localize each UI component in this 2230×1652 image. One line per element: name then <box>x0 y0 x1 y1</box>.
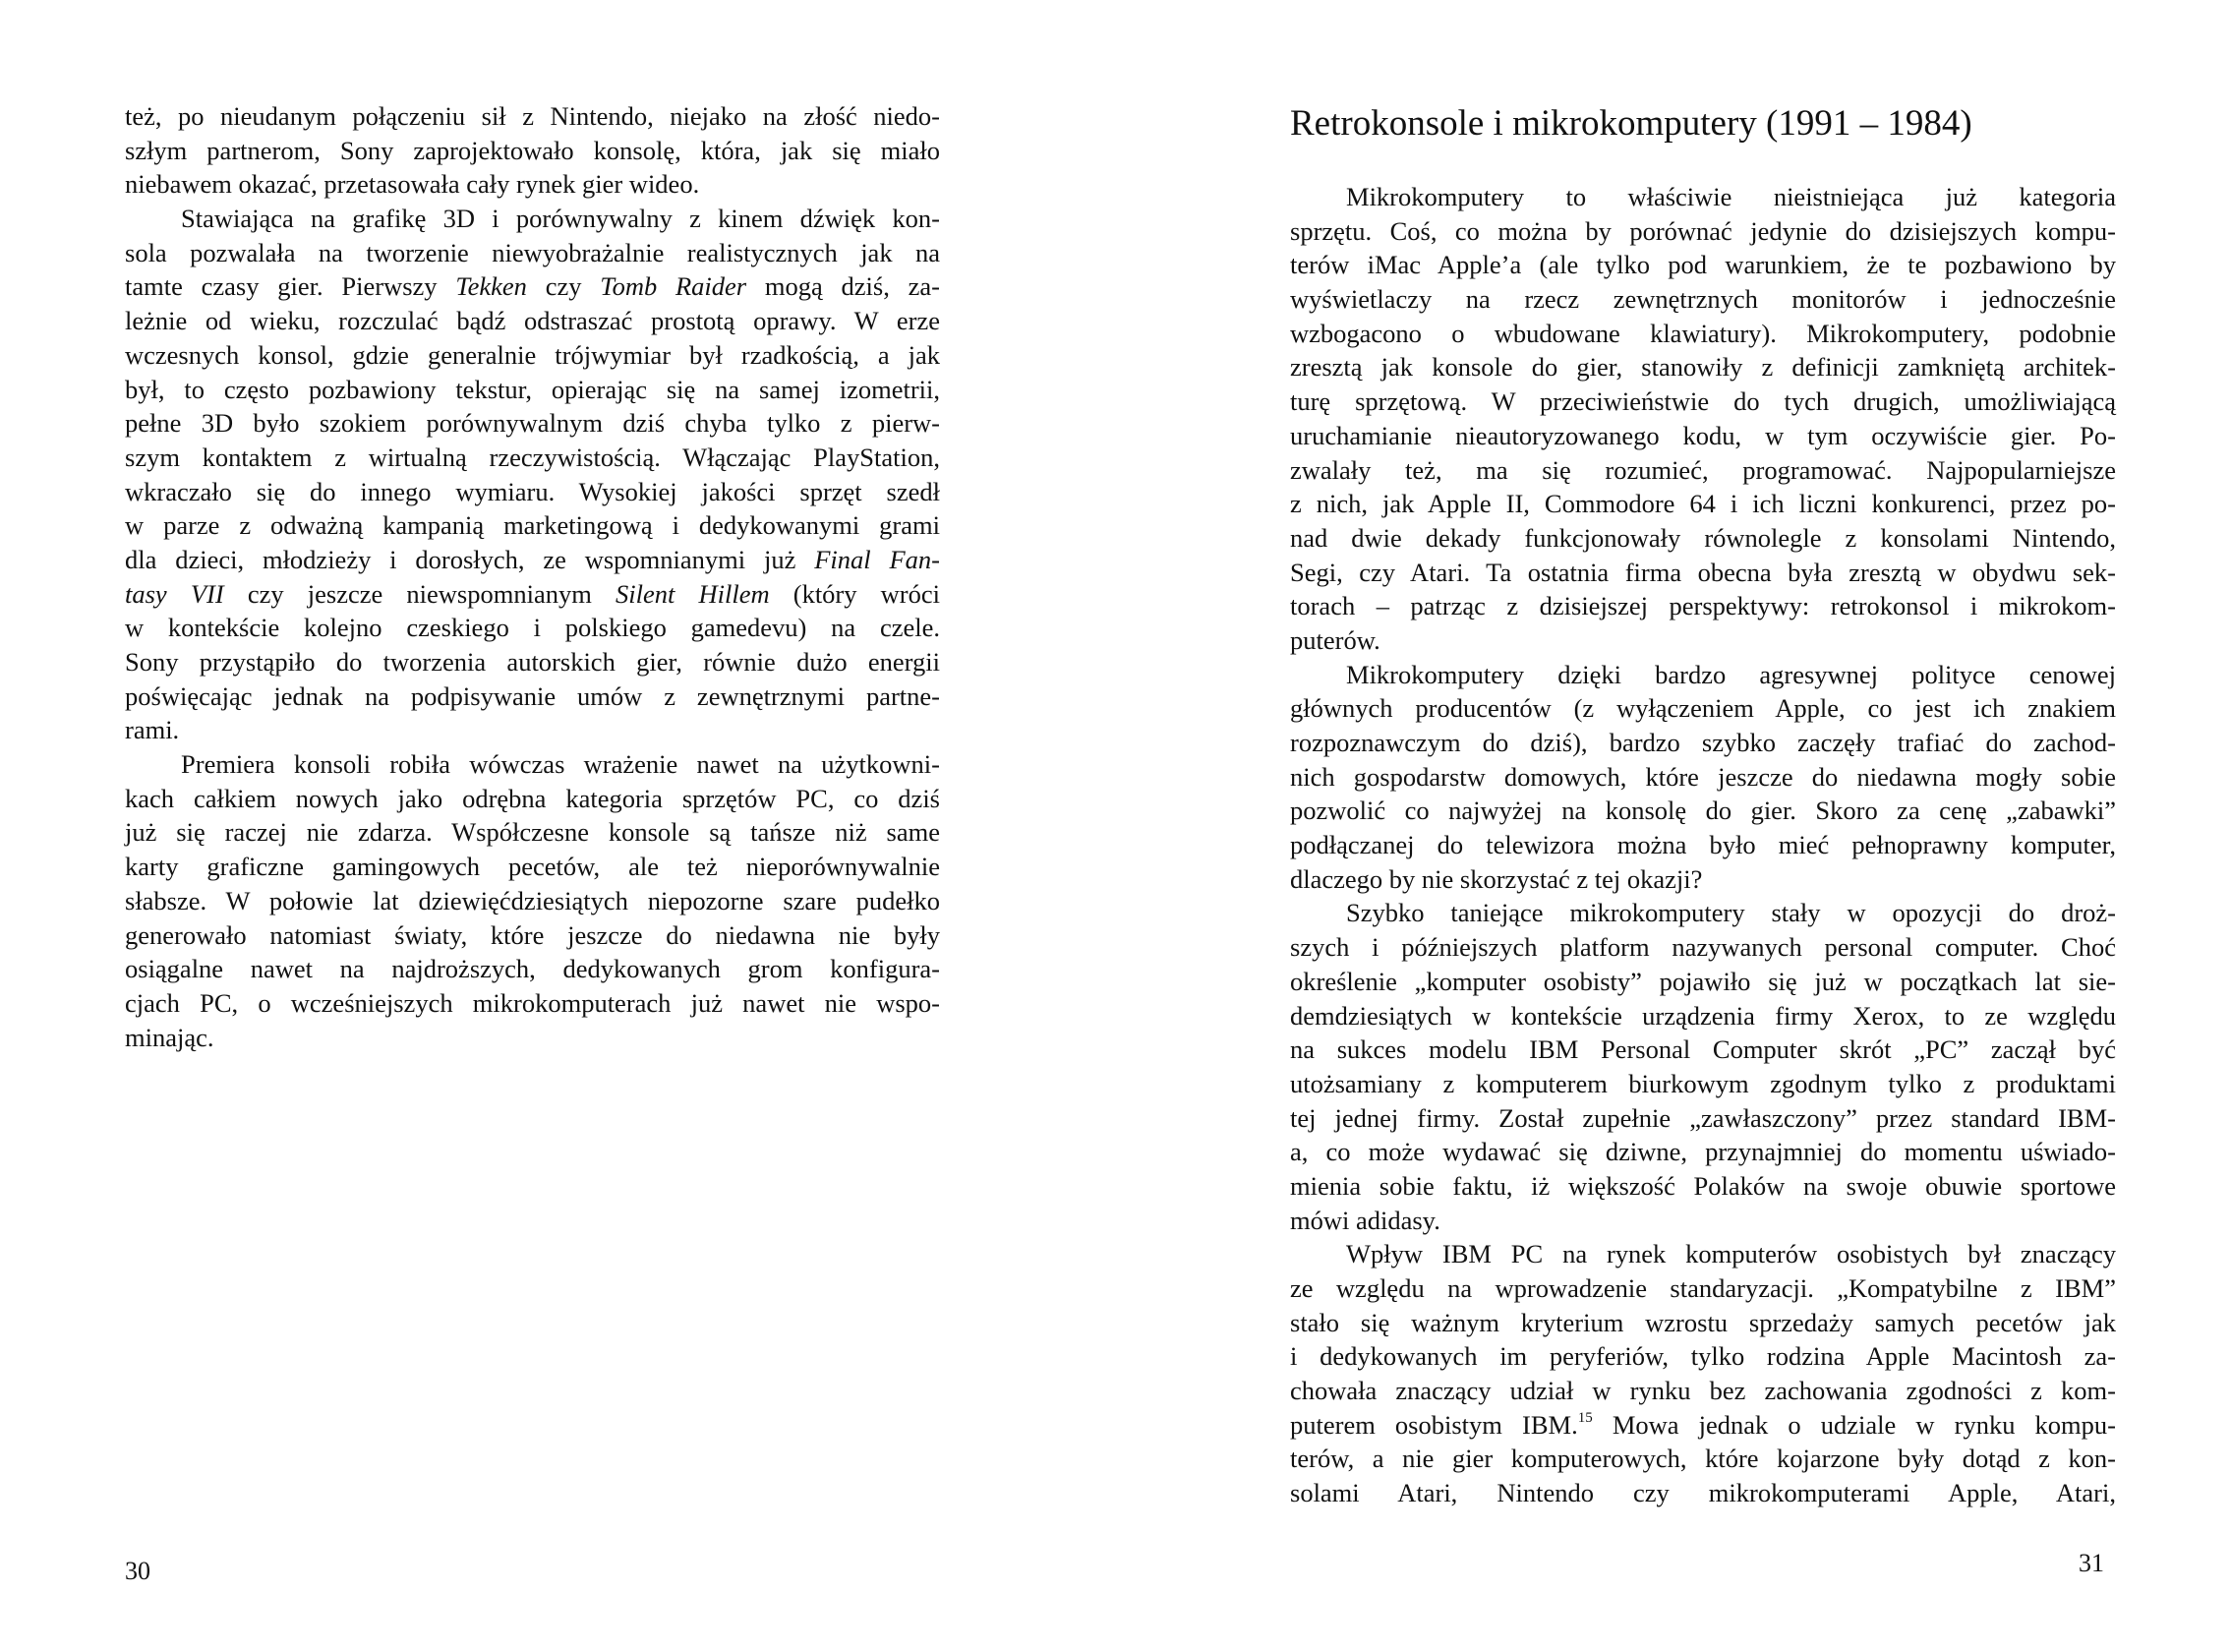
text-line <box>1290 1237 2116 1271</box>
text-line <box>125 373 940 407</box>
text-line <box>1290 1339 2116 1374</box>
text-span: z nich, jak Apple II, Commodore 64 i ich liczni konkurenci, przez po- <box>1290 489 2116 519</box>
text-line <box>1290 999 2116 1033</box>
text-span: szłym partnerom, Sony zaprojektowało konsolę, która, jak się miało <box>125 135 940 165</box>
text-span: słabsze. W połowie lat dziewięćdziesiątych niepozorne szare pudełko <box>125 885 940 915</box>
text-line <box>1290 487 2116 521</box>
text-line <box>125 441 940 475</box>
text-line <box>125 645 940 679</box>
text-line <box>1290 384 2116 419</box>
text-span: leżnie od wieku, rozczulać bądź odstraszać prostotą oprawy. W erze <box>125 306 940 336</box>
text-span: Stawiająca na grafikę 3D i porównywalny z kinem dźwięk kon- <box>181 204 940 234</box>
text-span: wzbogacono o wbudowane klawiatury). Mikrokomputery, podobnie <box>1290 318 2116 348</box>
text-line <box>1290 453 2116 488</box>
footnote-reference: 15 <box>1577 1409 1593 1426</box>
text-line <box>125 338 940 373</box>
text-span: terów iMac Apple’a (ale tylko pod warunkiem, że te pozbawiono by <box>1290 250 2116 280</box>
text-line <box>125 543 940 577</box>
text-span: nich gospodarstw domowych, które jeszcze do niedawna mogły sobie <box>1290 761 2116 792</box>
text-span: Mowa jednak o udziale w rynku kompu- <box>1592 1409 2116 1440</box>
text-line <box>1290 248 2116 282</box>
text-span: zresztą jak konsole do gier, stanowiły z definicji zamkniętą architek- <box>1290 352 2116 383</box>
text-span: chowała znaczący udział w rynku bez zachowania zgodności z kom- <box>1290 1376 2116 1406</box>
text-line <box>125 884 940 918</box>
text-line <box>1290 350 2116 384</box>
text-span: cjach PC, o wcześniejszych mikrokomputerach już nawet nie wspo- <box>125 987 940 1018</box>
text-line <box>1290 556 2116 590</box>
text-span: na sukces modelu IBM Personal Computer skrót „PC” zaczął być <box>1290 1034 2116 1065</box>
text-span: wyświetlaczy na rzecz zewnętrznych monitorów i jednocześnie <box>1290 284 2116 315</box>
text-line <box>125 508 940 543</box>
text-line <box>1290 1442 2116 1476</box>
text-span: Sony przystąpiło do tworzenia autorskich gier, równie dużo energii <box>125 647 940 677</box>
text-span: uruchamianie nieautoryzowanego kodu, w tym oczywiście gier. Po- <box>1290 420 2116 450</box>
text-span: osiągalne nawet na najdroższych, dedykowanych grom konfigura- <box>125 954 940 984</box>
left-page-body <box>125 99 940 1054</box>
text-span: czy <box>526 271 601 302</box>
text-line <box>125 406 940 441</box>
text-span: pełne 3D było szokiem porównywalnym dziś chyba tylko z pierw- <box>125 408 940 439</box>
text-line <box>1290 1306 2116 1340</box>
italic-title: tasy VII <box>125 578 224 609</box>
text-line <box>1290 589 2116 623</box>
text-line <box>1290 862 2116 897</box>
text-line <box>1290 1067 2116 1101</box>
text-line <box>125 679 940 714</box>
text-span: czy jeszcze niewspomnianym <box>223 578 616 609</box>
text-line <box>125 611 940 645</box>
text-line <box>125 134 940 168</box>
text-span: poświęcając jednak na podpisywanie umów z zewnętrznymi partne- <box>125 680 940 711</box>
text-line <box>125 475 940 509</box>
text-span: głównych producentów (z wyłączeniem Apple, co jest ich znakiem <box>1290 693 2116 724</box>
text-span: dlaczego by nie skorzystać z tej okazji? <box>1290 863 1703 894</box>
text-span: zwalały też, ma się rozumieć, programować. Najpopularniejsze <box>1290 454 2116 485</box>
text-span: też, po nieudanym połączeniu sił z Nintendo, niejako na złość niedo- <box>125 101 940 131</box>
text-span: terów, a nie gier komputerowych, które kojarzone były dotąd z kon- <box>1290 1444 2116 1474</box>
text-span: Segi, czy Atari. Ta ostatnia firma obecna była zresztą w obydwu sek- <box>1290 557 2116 587</box>
text-line <box>1290 317 2116 351</box>
text-span: utożsamiany z komputerem biurkowym zgodnym tylko z produktami <box>1290 1068 2116 1098</box>
text-line <box>125 577 940 612</box>
text-line <box>1290 691 2116 726</box>
text-span: wkraczało się do innego wymiaru. Wysokiej jakości sprzęt szedł <box>125 476 940 506</box>
text-line <box>1290 726 2116 760</box>
text-line <box>1290 623 2116 658</box>
page-number-right: 31 <box>2079 1549 2104 1577</box>
text-span: w kontekście kolejno czeskiego i polskiego gamedevu) na czele. <box>125 613 940 643</box>
text-line <box>125 1021 940 1055</box>
text-span: mogą dziś, za- <box>746 271 940 302</box>
text-line <box>125 918 940 953</box>
text-line <box>125 269 940 304</box>
text-line <box>1290 521 2116 556</box>
text-line <box>1290 1032 2116 1067</box>
text-span: rami. <box>125 715 180 745</box>
text-line <box>125 167 940 202</box>
text-span: już się raczej nie zdarza. Współczesne konsole są tańsze niż same <box>125 817 940 848</box>
text-line <box>1290 1476 2116 1510</box>
text-line <box>1290 282 2116 317</box>
text-span: mówi adidasy. <box>1290 1205 1440 1235</box>
text-span: podłączanej do telewizora można było mieć pełnoprawny komputer, <box>1290 830 2116 860</box>
text-line <box>1290 896 2116 930</box>
chapter-heading: Retrokonsole i mikrokomputery (1991 – 1984) <box>1290 103 1972 144</box>
text-line <box>1290 1408 2116 1443</box>
text-line <box>125 986 940 1021</box>
text-line <box>1290 1374 2116 1408</box>
italic-title: Final Fan- <box>814 544 940 574</box>
text-line <box>125 202 940 236</box>
text-line <box>125 304 940 338</box>
page-number-left: 30 <box>125 1557 150 1585</box>
text-line <box>1290 1271 2116 1306</box>
text-line <box>1290 658 2116 692</box>
text-line <box>1290 760 2116 795</box>
text-span: Wpływ IBM PC na rynek komputerów osobistych był znaczący <box>1346 1239 2116 1269</box>
text-span: mienia sobie faktu, iż większość Polaków na swoje obuwie sportowe <box>1290 1170 2116 1201</box>
text-line <box>125 782 940 816</box>
text-span: nad dwie dekady funkcjonowały równolegle z konsolami Nintendo, <box>1290 522 2116 553</box>
text-span: i dedykowanych im peryferiów, tylko rodzina Apple Macintosh za- <box>1290 1341 2116 1372</box>
text-span: (który wróci <box>769 578 940 609</box>
text-span: rozpoznawczym do dziś), bardzo szybko zaczęły trafiać do zachod- <box>1290 728 2116 757</box>
text-span: Premiera konsoli robiła wówczas wrażenie nawet na użytkowni- <box>181 749 940 780</box>
text-span: demdziesiątych w kontekście urządzenia firmy Xerox, to ze względu <box>1290 1000 2116 1031</box>
text-span: niebawem okazać, przetasowała cały rynek gier wideo. <box>125 169 700 200</box>
text-span: szym kontaktem z wirtualną rzeczywistością. Włączając PlayStation, <box>125 442 940 472</box>
italic-title: Silent Hillem <box>615 578 770 609</box>
italic-title: Tomb Raider <box>600 271 747 302</box>
text-line <box>125 952 940 986</box>
text-span: pozwolić co najwyżej na konsolę do gier. Skoro za cenę „zabawki” <box>1290 796 2116 826</box>
text-span: Szybko taniejące mikrokomputery stały w opozycji do droż- <box>1346 898 2116 928</box>
text-line <box>125 815 940 850</box>
text-span: sprzętu. Coś, co można by porównać jedynie do dzisiejszych kompu- <box>1290 215 2116 246</box>
text-span: karty graficzne gamingowych pecetów, ale też nieporównywalnie <box>125 852 940 882</box>
text-span: minając. <box>125 1022 214 1052</box>
text-span: stało się ważnym kryterium wzrostu sprzedaży samych pecetów jak <box>1290 1307 2116 1337</box>
text-span: a, co może wydawać się dziwne, przynajmniej do momentu uświado- <box>1290 1137 2116 1167</box>
italic-title: Tekken <box>455 271 527 302</box>
text-line <box>1290 1169 2116 1204</box>
text-span: szych i późniejszych platform nazywanych personal computer. Choć <box>1290 932 2116 963</box>
text-span: Mikrokomputery dzięki bardzo agresywnej polityce cenowej <box>1346 659 2116 689</box>
text-span: sola pozwalała na tworzenie niewyobrażalnie realistycznych jak na <box>125 237 940 267</box>
text-span: dla dzieci, młodzieży i dorosłych, ze wspomnianymi już <box>125 544 815 574</box>
right-page-body <box>1290 180 2116 1510</box>
text-line <box>125 713 940 747</box>
text-span: określenie „komputer osobisty” pojawiło się już w początkach lat sie- <box>1290 966 2116 996</box>
text-line <box>125 99 940 134</box>
text-span: torach – patrząc z dzisiejszej perspektywy: retrokonsol i mikrokom- <box>1290 591 2116 621</box>
text-span: turę sprzętową. W przeciwieństwie do tych drugich, umożliwiającą <box>1290 386 2116 417</box>
text-line <box>125 747 940 782</box>
text-line <box>1290 930 2116 965</box>
text-line <box>1290 828 2116 862</box>
text-line <box>1290 1135 2116 1169</box>
text-line <box>1290 180 2116 214</box>
text-span: tej jednej firmy. Został zupełnie „zawłaszczony” przez standard IBM- <box>1290 1102 2116 1133</box>
text-span: puterem osobistym IBM. <box>1290 1409 1578 1440</box>
text-span: tamte czasy gier. Pierwszy <box>125 271 456 302</box>
text-line <box>1290 419 2116 453</box>
text-span: generowało natomiast światy, które jeszcze do niedawna nie były <box>125 919 940 950</box>
text-span: Mikrokomputery to właściwie nieistniejąca już kategoria <box>1346 182 2116 211</box>
text-span: wczesnych konsol, gdzie generalnie trójwymiar był rzadkością, a jak <box>125 339 940 370</box>
text-span: był, to często pozbawiony tekstur, opierając się na samej izometrii, <box>125 374 940 404</box>
text-span: kach całkiem nowych jako odrębna kategoria sprzętów PC, co dziś <box>125 783 940 813</box>
text-line <box>1290 794 2116 828</box>
text-line <box>125 236 940 270</box>
text-span: ze względu na wprowadzenie standaryzacji. „Kompatybilne z IBM” <box>1290 1273 2116 1303</box>
text-line <box>1290 965 2116 999</box>
text-line <box>1290 1204 2116 1238</box>
text-span: solami Atari, Nintendo czy mikrokomputerami Apple, Atari, <box>1290 1478 2116 1508</box>
text-span: puterów. <box>1290 624 1380 655</box>
text-line <box>125 850 940 884</box>
text-line <box>1290 214 2116 249</box>
text-span: w parze z odważną kampanią marketingową i dedykowanymi grami <box>125 510 940 541</box>
text-line <box>1290 1101 2116 1136</box>
